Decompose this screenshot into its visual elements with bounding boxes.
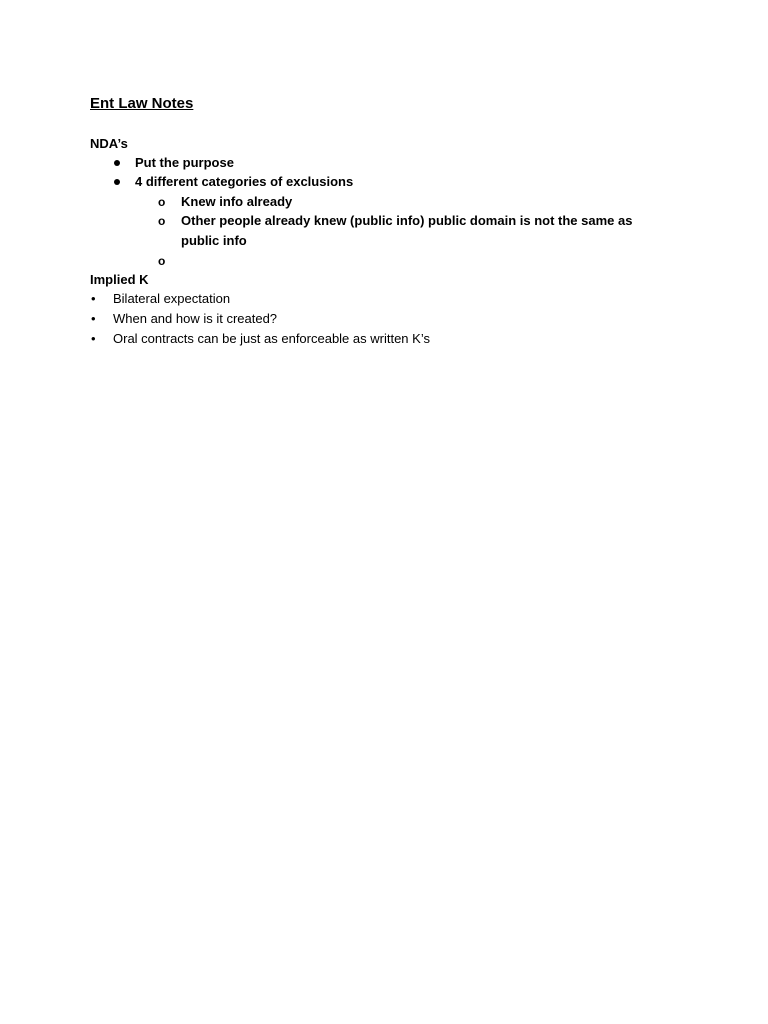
list-item-exclusions: 4 different categories of exclusions bbox=[135, 174, 354, 189]
list-item-put-the-purpose: Put the purpose bbox=[135, 155, 234, 170]
bullet-filled-icon bbox=[114, 179, 120, 185]
list-item-oral-contracts: Oral contracts can be just as enforceable as written K’s bbox=[113, 331, 430, 346]
bullet-dot-icon: • bbox=[91, 311, 96, 326]
document-title: Ent Law Notes bbox=[90, 95, 194, 112]
sub-item-other-people: Other people already knew (public info) public domain is not the same as bbox=[181, 213, 633, 228]
bullet-ring-icon: o bbox=[158, 254, 166, 268]
sub-item-other-people-continued: public info bbox=[181, 233, 247, 248]
sub-item-knew-info: Knew info already bbox=[181, 194, 293, 209]
section-heading-implied-k: Implied K bbox=[90, 272, 149, 287]
bullet-ring-icon: o bbox=[158, 214, 166, 228]
bullet-ring-icon: o bbox=[158, 195, 166, 209]
list-item-when-how: When and how is it created? bbox=[113, 311, 278, 326]
section-heading-ndas: NDA’s bbox=[90, 136, 128, 151]
bullet-dot-icon: • bbox=[91, 291, 96, 306]
bullet-dot-icon: • bbox=[91, 331, 96, 346]
bullet-filled-icon bbox=[114, 160, 120, 166]
list-item-bilateral: Bilateral expectation bbox=[113, 291, 231, 306]
